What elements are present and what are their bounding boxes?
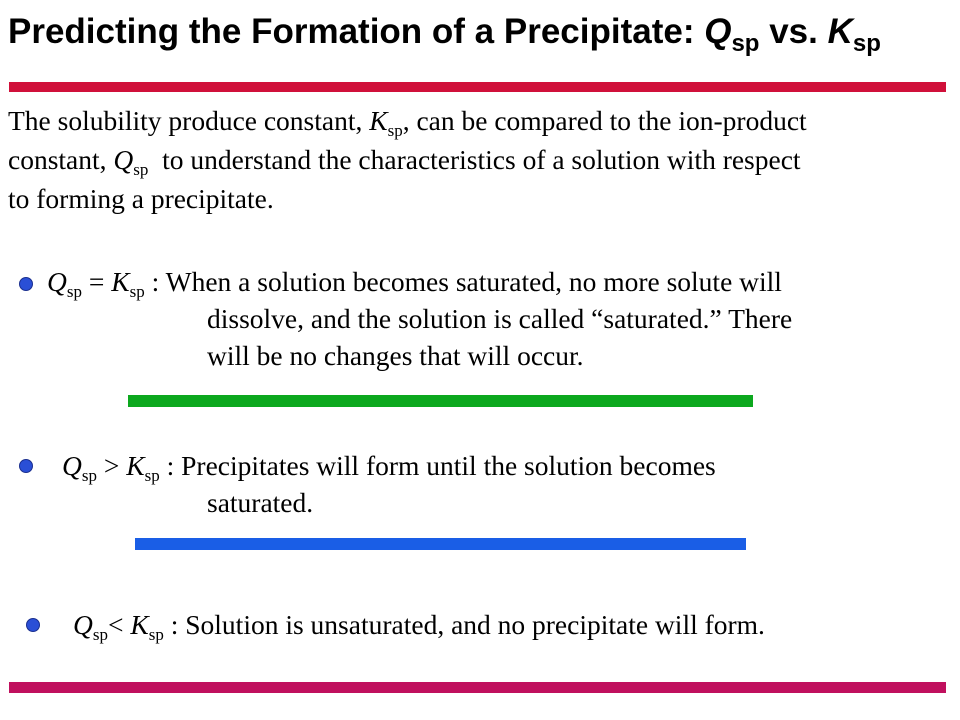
condition-greater-expression: $Q_{sp} > K_{sp}$ bbox=[62, 450, 160, 485]
intro-paragraph bbox=[8, 101, 958, 218]
bullet-icon bbox=[26, 618, 40, 632]
blue-divider bbox=[135, 538, 746, 550]
condition-equal: $Q_{sp} = K_{sp}$ : When a solution becomes saturated, no more solute will dissolve, and the solution is called “saturated.” There will be no changes that will occur. bbox=[47, 263, 792, 374]
intro-line-2: constant, $Q_{sp}$ to understand the characteristics of a solution with respect bbox=[8, 144, 801, 179]
intro-line-1: The solubility produce constant, $K_{sp}$, can be compared to the ion-product bbox=[8, 105, 807, 140]
green-divider bbox=[128, 395, 753, 407]
condition-less-expression: $Q_{sp}< K_{sp}$ bbox=[73, 609, 164, 644]
bottom-divider bbox=[9, 682, 946, 693]
bullet-icon bbox=[19, 277, 33, 291]
slide-title: Predicting the Formation of a Precipitate: $Q_{sp}$ vs. $K_{sp}$ bbox=[8, 12, 881, 57]
condition-less: $Q_{sp}< K_{sp}$ : Solution is unsaturated, and no precipitate will form. bbox=[73, 606, 765, 643]
bullet-icon bbox=[19, 459, 33, 473]
intro-line-3: to forming a precipitate. bbox=[8, 183, 274, 214]
condition-greater: $Q_{sp} > K_{sp}$ : Precipitates will form until the solution becomes saturated. bbox=[62, 447, 716, 521]
top-divider bbox=[9, 82, 946, 92]
condition-equal-expression: $Q_{sp} = K_{sp}$ bbox=[47, 266, 145, 301]
